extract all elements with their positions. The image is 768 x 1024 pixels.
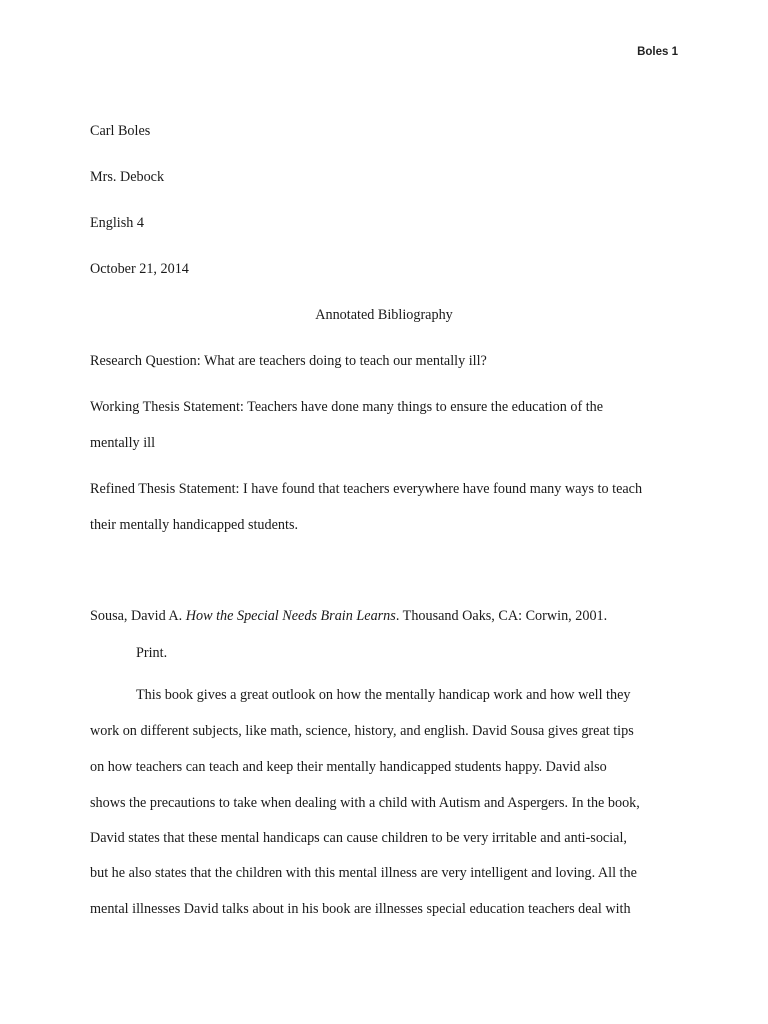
citation-author: Sousa, David A. bbox=[90, 608, 186, 624]
date: October 21, 2014 bbox=[90, 261, 189, 277]
annotation-line: but he also states that the children with this mental illness are very intelligent and loving. All the bbox=[90, 865, 637, 881]
working-thesis-line-2: mentally ill bbox=[90, 435, 156, 451]
citation-publisher: . Thousand Oaks, CA: Corwin, 2001. bbox=[395, 608, 608, 624]
annotation-line: on how teachers can teach and keep their mentally handicapped students happy. David also bbox=[90, 759, 607, 775]
annotation-line: David states that these mental handicaps can cause children to be very irritable and anti-social, bbox=[90, 830, 627, 846]
annotation-line: shows the precautions to take when dealing with a child with Autism and Aspergers. In the book, bbox=[90, 795, 640, 811]
citation-entry bbox=[90, 607, 607, 625]
citation-book-title: How the Special Needs Brain Learns bbox=[185, 608, 396, 624]
annotation-line: mental illnesses David talks about in his book are illnesses special education teachers deal with bbox=[90, 901, 631, 917]
document-title: Annotated Bibliography bbox=[315, 307, 453, 323]
annotation-line: work on different subjects, like math, science, history, and english. David Sousa gives great tips bbox=[90, 723, 634, 739]
refined-thesis-line-1: Refined Thesis Statement: I have found that teachers everywhere have found many ways to teach bbox=[90, 481, 643, 497]
working-thesis-line-1: Working Thesis Statement: Teachers have done many things to ensure the education of the bbox=[90, 399, 604, 415]
citation-medium: Print. bbox=[136, 645, 168, 661]
refined-thesis-line-2: their mentally handicapped students. bbox=[90, 517, 299, 533]
course-name: English 4 bbox=[90, 215, 144, 231]
teacher-name: Mrs. Debock bbox=[90, 169, 165, 185]
author-name: Carl Boles bbox=[90, 123, 151, 139]
research-question: Research Question: What are teachers doing to teach our mentally ill? bbox=[90, 353, 487, 369]
running-header: Boles 1 bbox=[637, 46, 678, 58]
annotation-line: This book gives a great outlook on how the mentally handicap work and how well they bbox=[136, 687, 631, 703]
